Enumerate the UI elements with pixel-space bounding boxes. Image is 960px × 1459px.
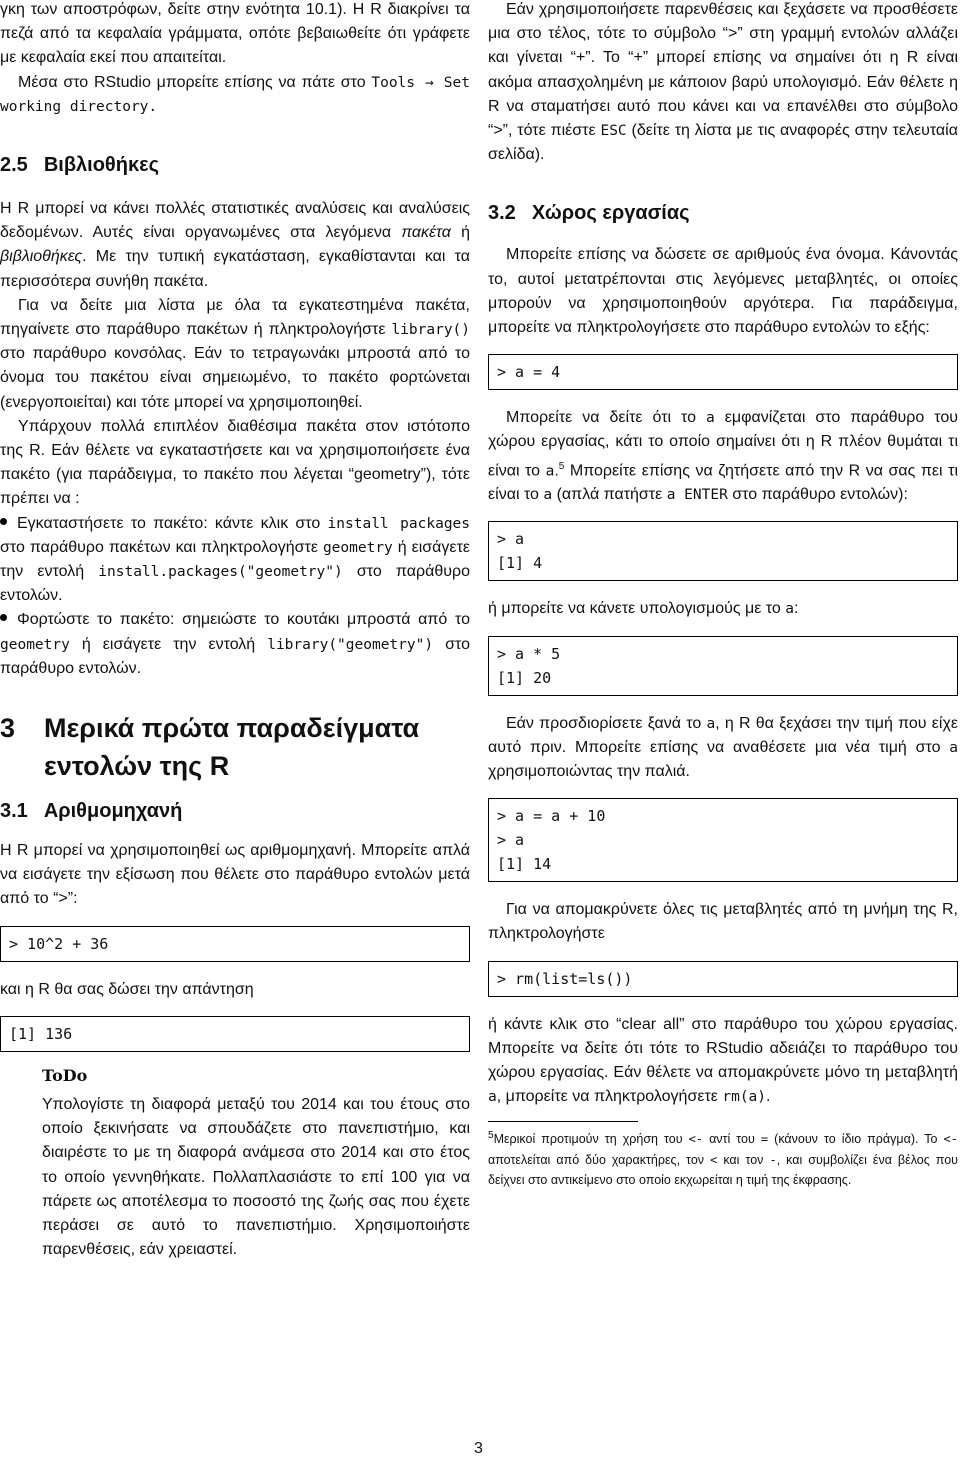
libraries-paragraph-1: Η R μπορεί να κάνει πολλές στατιστικές αναλύσεις και αναλύσεις δεδομένων. Αυτές είναι οργανωμένες στα λεγόμενα πακέτα ή βιβλιοθήκες. Με την τυπική εγκατάσταση, εγκαθίστανται και τα περισσότερα συνήθη πακέτα. <box>0 200 471 290</box>
todo-block <box>42 1066 470 1262</box>
page-number: 3 <box>474 1440 483 1457</box>
calculator-paragraph: Η R μπορεί να χρησιμοποιηθεί ως αριθμομηχανή. Μπορείτε απλά να εισάγετε την εξίσωση που θέλετε στο παράθυρο εντολών μετά από το “>”: <box>0 842 470 908</box>
rstudio-paragraph: Μέσα στο RStudio μπορείτε επίσης να πάτε στο Tools → Set working directory. <box>0 73 470 115</box>
workspace-paragraph-2: Μπορείτε να δείτε ότι το a εμφανίζεται στο παράθυρο του χώρου εργασίας, κάτι το οποίο σημαίνει ότι η R πλέον θυμάται τι είναι το a.$^5$ Μπορείτε επίσης να ζητήσετε από την R να σας πει τι είναι το a (απλά πατήστε a ENTER στο παράθυρο εντολών): <box>488 409 958 504</box>
section-3-1-heading: 3.1 Αριθμομηχανή <box>0 800 183 823</box>
libraries-paragraph-2: Για να δείτε μια λίστα με όλα τα εγκατεστημένα πακέτα, πηγαίνετε στο παράθυρο πακέτων ή πληκτρολογήστε library() στο παράθυρο κονσόλας. Εάν το τετραγωνάκι μπροστά από το όνομα του πακέτου είναι σημειωμένο, το πακέτο φορτώνεται (ενεργοποιείται) και τότε μπορεί να χρησιμοποιηθεί. <box>0 296 471 411</box>
workspace-paragraph-4: Εάν προσδιορίσετε ξανά το a, η R θα ξεχάσει την τιμή που είχε αυτό πριν. Μπορείτε επίσης να αναθέσετε μια νέα τιμή στο a χρησιμοποιώντας την παλιά. <box>488 714 959 780</box>
workspace-paragraph-1: Μπορείτε επίσης να δώσετε σε αριθμούς ένα όνομα. Κάνοντάς το, αυτοί μετατρέπονται στις λεγόμενες μεταβλητές, οι οποίες μπορούν να χρησιμοποιηθούν αργότερα. Για παράδειγμα, μπορείτε να πληκτρολογήσετε στο παράθυρο εντολών το εξής: <box>488 246 958 337</box>
code-block: > a * 5 [1] 20 <box>488 636 958 696</box>
bullet-load: Φορτώστε το πακέτο: σημειώστε το κουτάκι μπροστά από το geometry ή εισάγετε την εντολή library("geometry") στο παράθυρο εντολών. <box>0 611 470 677</box>
parentheses-paragraph: Εάν χρησιμοποιήσετε παρενθέσεις και ξεχάσετε να προσθέσετε μια στο τέλος, τότε το σύμβολο “>” στη γραμμή εντολών αλλάζει και γίνεται “+”. Το “+” μπορεί επίσης να σημαίνει ότι η R είναι ακόμα απασχολημένη με κάποιον βαρύ υπολογισμό. Εάν θέλετε η R να σταματήσει αυτό που κάνει και να επανέλθει στο σύμβολο “>”, τότε πιέστε ESC (δείτε τη λίστα με τις αναφορές στην τελευταία σελίδα). <box>488 1 958 164</box>
bullet-install: Εγκαταστήσετε το πακέτο: κάντε κλικ στο install packages στο παράθυρο πακέτων και πληκτρολογήστε geometry ή εισάγετε την εντολή install.packages("geometry") στο παράθυρο εντολών. <box>0 514 471 605</box>
code-block: > a [1] 4 <box>488 521 958 581</box>
bullet-dot <box>0 518 7 525</box>
code-block: > rm(list=ls()) <box>488 961 958 997</box>
bullet-dot <box>0 614 7 621</box>
section-3-heading: 3 Μερικά πρώτα παραδείγματα εντολών της R <box>0 713 420 782</box>
todo-text: Υπολογίστε τη διαφορά μεταξύ του 2014 και του έτους στο οποίο ξεκινήσατε να σπουδάζετε στο πανεπιστήμιο, και διαιρέστε το με τη διαφορά ανάμεσα στο 2014 και στο έτος το οποίο γεννηθήκατε. Πολλαπλασιάστε το επί 100 για να πάρετε ως αποτέλεσμα το ποσοστό της ζωής σας που έχετε περάσει σε αυτό το πανεπιστήμιο. Χρησιμοποιήστε παρενθέσεις, εάν χρειαστεί. <box>42 1095 470 1259</box>
todo-title: ToDo <box>42 1065 88 1085</box>
menu-path: Tools → Set working directory. <box>0 74 470 115</box>
code-block: > 10^2 + 36 <box>0 926 470 962</box>
footnote-rule <box>488 1121 638 1122</box>
section-3-2-heading: 3.2 Χώρος εργασίας <box>488 202 690 225</box>
answer-paragraph: και η R θα σας δώσει την απάντηση <box>0 980 254 998</box>
right-column <box>488 0 958 1190</box>
section-2-5-heading: 2.5 Βιβλιοθήκες <box>0 154 159 177</box>
workspace-paragraph-3: ή μπορείτε να κάνετε υπολογισμούς με το a: <box>488 600 799 618</box>
code-block: [1] 136 <box>0 1016 470 1052</box>
intro-paragraph: γκη των αποστρόφων, δείτε στην ενότητα 10.1). Η R διακρίνει τα πεζά από τα κεφαλαία γράμματα, οπότε βεβαιωθείτε ότι γράφετε με κεφαλαία εκεί που απαιτείται. <box>0 1 470 67</box>
left-column <box>0 0 470 1262</box>
code-block: > a = 4 <box>488 354 958 390</box>
workspace-paragraph-6: ή κάντε κλικ στο “clear all” στο παράθυρο του χώρου εργασίας. Μπορείτε να δείτε ότι τότε το RStudio αδειάζει το παράθυρο του χώρου εργασίας. Εάν θέλετε να απομακρύνετε μόνο τη μεταβλητή a, μπορείτε να πληκτρολογήσετε rm(a). <box>488 1015 958 1106</box>
libraries-paragraph-3: Υπάρχουν πολλά επιπλέον διαθέσιμα πακέτα στον ιστότοπο της R. Εάν θέλετε να εγκαταστήσετε και να χρησιμοποιήσετε ένα πακέτο (για παράδειγμα, το πακέτο που λέγεται “geometry”), τότε πρέπει να : <box>0 417 470 508</box>
code-block: > a = a + 10 > a [1] 14 <box>488 798 958 882</box>
footnote: $^5$Μερικοί προτιμούν τη χρήση του <- αντί του = (κάνουν το ίδιο πράγμα). Το <- αποτελείται από δύο χαρακτήρες, τον < και τον -, και συμβολίζει ένα βέλος που δείχνει στο αντικείμενο στο οποίο εκχωρείται η τιμή της έκφρασης. <box>488 1130 958 1187</box>
workspace-paragraph-5: Για να απομακρύνετε όλες τις μεταβλητές από τη μνήμη της R, πληκτρολογήστε <box>488 901 958 943</box>
